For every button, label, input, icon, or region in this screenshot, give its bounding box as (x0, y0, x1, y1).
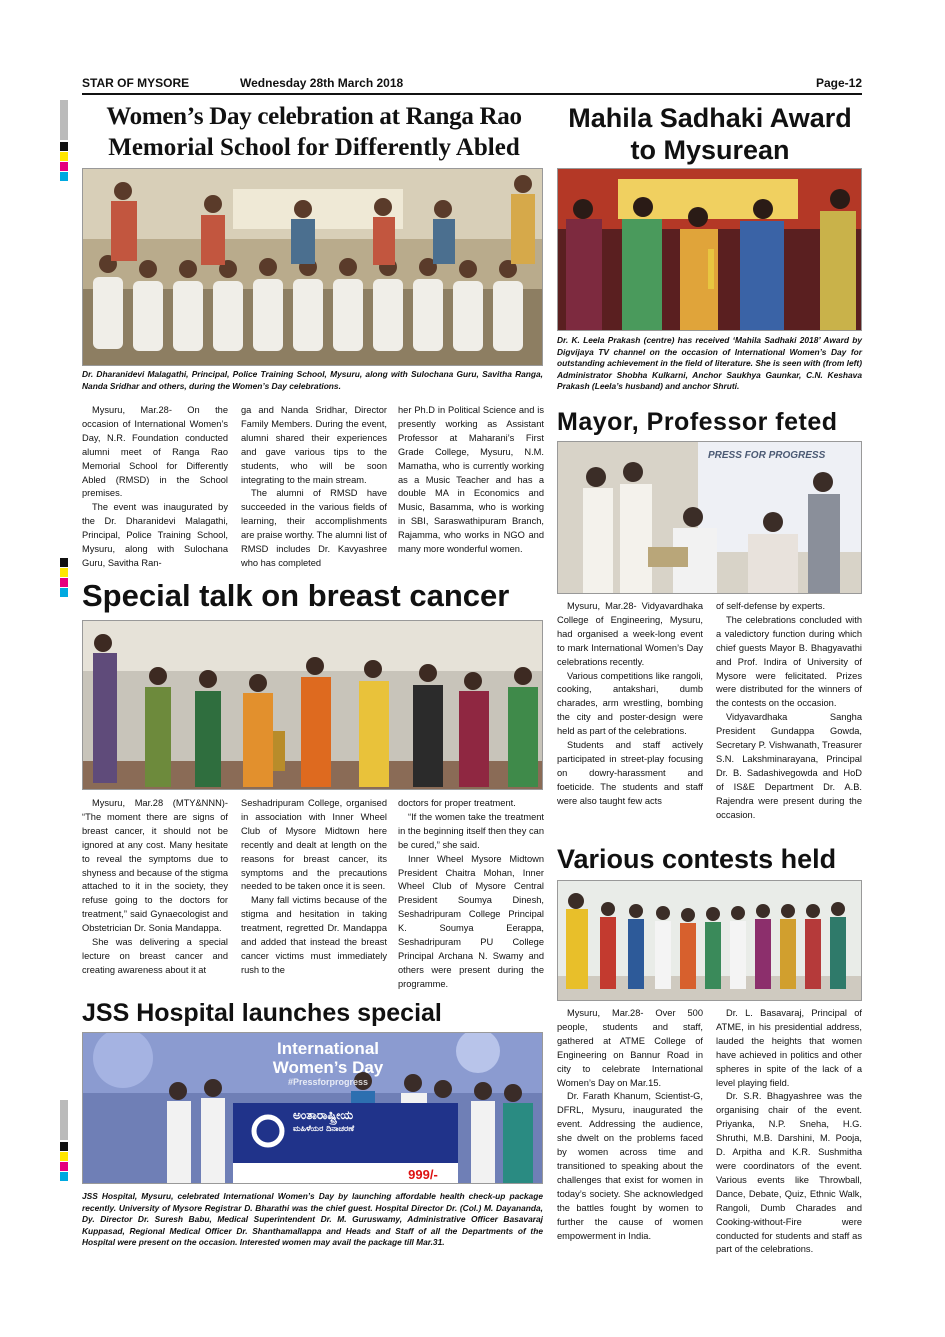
breast-cancer-col3 (398, 797, 544, 992)
breast-cancer-col2 (241, 797, 387, 978)
mayor-banner-text: PRESS FOR PROGRESS (708, 450, 826, 461)
womens-day-headline-line2: Memorial School for Differently Abled (108, 134, 520, 161)
jss-banner-line1: International (276, 1039, 379, 1058)
mahila-headline-line1: Mahila Sadhaki Award (568, 103, 852, 133)
header-rule (82, 93, 862, 95)
mayor-photo (557, 441, 862, 594)
issue-date: Wednesday 28th March 2018 (240, 76, 404, 90)
mayor-col1-para2: Various competitions like rangoli, cooking, antakshari, dumb charades, arm wrestling, bombing the city and poster-design were held as part of the celebrations. (557, 670, 703, 737)
breast-cancer-col3-para2: “If the women take the treatment in the beginning itself then they can be cured,” she said. (398, 811, 544, 850)
womens-day-col3 (398, 404, 544, 557)
registration-marks (60, 100, 70, 1280)
breast-cancer-col1-para1: Mysuru, Mar.28 (MTY&NNN)- “The moment there are signs of breast cancer, it should not be ignored at any cost. Many hesitate to reveal the symptoms due to shyness and because of the stigma attached to it in the society, they refuse going to the doctors for treatment,” said Gynaecologist and Obstetrician Dr. Sonia Mandappa. (82, 798, 228, 934)
jss-card-kannada-line1: ಅಂತಾರಾಷ್ಟ್ರೀಯ (293, 1108, 354, 1122)
contests-headline: Various contests held (557, 844, 837, 874)
jss-banner-tag: #Pressforprogress (287, 1077, 369, 1087)
mayor-col2-para1: of self-defense by experts. (716, 601, 826, 611)
breast-cancer-col2-para2: Many fall victims because of the stigma and hesitation in taking treatment, regretted Dr. Mandappa and added that instead the breast cancer victims must immediately rush to the (241, 895, 387, 975)
jss-card-text (293, 1107, 453, 1134)
mayor-col1 (557, 600, 703, 809)
contests-col1 (557, 1007, 703, 1243)
publication-name: STAR OF MYSORE (82, 76, 190, 90)
jss-card-kannada-line2: ಮಹಿಳೆಯರ ದಿನಾಚರಣೆ (293, 1124, 355, 1133)
breast-cancer-col1 (82, 797, 228, 978)
contests-col1-para1: Mysuru, Mar.28- Over 500 people, students and staff, gathered at ATME College of Engineering on Bannur Road in city to celebrate International Women’s Day on Mar.15. (557, 1008, 703, 1088)
mayor-col1-para1: Mysuru, Mar.28- Vidyavardhaka College of Engineering, Mysuru, had organised a week-long event to mark International Women’s Day celebrations recently. (557, 601, 703, 667)
contests-col2 (716, 1007, 862, 1257)
jss-headline: JSS Hospital launches special (82, 999, 442, 1027)
mahila-photo (557, 168, 862, 331)
mayor-col2-para3: Vidyavardhaka Sangha President Gundappa Gowda, Secretary P. Vishwanath, Treasurer S.N. Lakshminarayana, Principal Dr. B. Sadashivegowda and HoD of IS&E Department Dr. A.B. Rajendra were present during the occasion. (716, 712, 862, 820)
contests-col2-para2: Dr. S.R. Bhagyashree was the organising chair of the event. Priyanka, N.P. Sneha, H.G. Shruthi, M.B. Darshini, M. Pooja, D. Arpitha and K.R. Sushmitha were coordinators of the event. Various events like Throwball, Dance, Debate, Quiz, Ethnic Walk, Rangoli, Dumb Charades and Cooking-without-Fire were conducted for students and staff as part of the celebrations. (716, 1091, 862, 1255)
mayor-headline: Mayor, Professor feted (557, 408, 838, 436)
womens-day-headline-line1: Women’s Day celebration at Ranga Rao (106, 103, 522, 130)
jss-caption: JSS Hospital, Mysuru, celebrated International Women’s Day by launching affordable health check-up package recently. University of Mysore Registrar D. Bharathi was the chief guest. Hospital Director Dr. (Col.) M. Dayananda, Dy. Director Dr. Suresh Babu, Medical Superintendent Dr. M. Guruswamy, Administrative Officer Basavaraj Kuppasad, Regional Medical Officer Dr. Shanthamallappa and Heads and Staff of all the Departments of the Hospital were present on the occasion. Interested women may avail the package till Mar.31. (82, 1191, 543, 1248)
mayor-col2-para2: The celebrations concluded with a valedictory function during which chief guests Mayor B. Bhagyavathi and Prof. Indira of University of Mysore were felicitated. Prizes were distributed for the winners of the contests on the occasion. (716, 614, 862, 709)
mayor-col2 (716, 600, 862, 823)
womens-day-col1-para2: The event was inaugurated by the Dr. Dharanidevi Malagathi, Principal, Police Training School, Mysuru, along with Sulochana Guru, Savitha Ran- (82, 502, 228, 568)
breast-cancer-headline: Special talk on breast cancer (82, 578, 510, 613)
breast-cancer-photo (82, 620, 543, 790)
womens-day-col1 (82, 404, 228, 571)
jss-photo (82, 1032, 543, 1184)
womens-day-headline (80, 102, 548, 164)
womens-day-caption: Dr. Dharanidevi Malagathi, Principal, Police Training School, Mysuru, along with Sulochana Guru, Savitha Ranga, Nanda Sridhar and others, during the Women’s Day celebrations. (82, 369, 543, 391)
womens-day-col2-para2: The alumni of RMSD have succeeded in the various fields of learning, their accomplishments are praise worthy. The alumni list of RMSD includes Dr. Kavyashree who has completed (241, 488, 387, 568)
womens-day-col2 (241, 404, 387, 571)
breast-cancer-col3-para3: Inner Wheel Mysore Midtown President Chaitra Mohan, Inner Wheel Club of Mysore Central President Soumya Dinesh, Seshadripuram College Principal K. Soumya Eerappa, Seshadripuram PU College Principal Archana N. Swamy and others were present during the programme. (398, 853, 544, 989)
breast-cancer-col1-para2: She was delivering a special lecture on breast cancer and creating awareness about it at (82, 937, 228, 975)
mahila-headline (557, 102, 863, 166)
page-number: Page-12 (815, 76, 862, 90)
womens-day-photo (82, 168, 543, 366)
contests-col2-para1: Dr. L. Basavaraj, Principal of ATME, in his presidential address, lauded the heights that women have achieved in politics and other spheres in spite of the lack of a level playing field. (716, 1008, 862, 1088)
contests-photo (557, 880, 862, 1001)
mayor-col1-para3: Students and staff actively participated in street-play focusing on dowry-harassment and foeticide. The students and staff were also taught few acts (557, 740, 703, 806)
jss-banner-text (233, 1039, 423, 1088)
mahila-caption: Dr. K. Leela Prakash (centre) has received ‘Mahila Sadhaki 2018’ Award by Digvijaya TV channel on the occasion of International Women’s Day for outstanding achievement in the field of literature. She is seen with (from left) Administrator Shobha Kulkarni, Anchor Saukhya Gaunkar, C.N. Keshava Prakash (Leela’s husband) and anchor Shruti. (557, 335, 862, 392)
womens-day-col2-para1: ga and Nanda Sridhar, Director Family Members. During the event, alumni shared their experiences and gave various tips to the students, who will be soon integrating to the main stream. (241, 405, 387, 485)
mahila-headline-line2: to Mysurean (630, 135, 790, 165)
womens-day-col1-para1: Mysuru, Mar.28- On the occasion of International Women’s Day, N.R. Foundation conducted alumni meet of Ranga Rao Memorial School for Differently Abled (RMSD) in the School premises. (82, 405, 228, 499)
breast-cancer-col2-para1: Seshadripuram College, organised in association with Inner Wheel Club of Mysore Midtown here recently and dealt at length on the reasons for breast cancer, its symptoms and the precautions needed to be taken once it is seen. (241, 798, 387, 892)
jss-banner-line2: Women’s Day (272, 1058, 384, 1077)
contests-col1-para2: Dr. Farath Khanum, Scientist-G, DFRL, Mysuru, inaugurated the event. Addressing the audience, she dwelt on the problems faced by women across time and transitioned to speaking about the challenges that exist for women in today’s society. She acknowledged the battles fought by women to further the cause of women empowerment in India. (557, 1091, 703, 1241)
breast-cancer-col3-para1: doctors for proper treatment. (398, 798, 516, 808)
jss-card-price: 999/- (408, 1167, 438, 1182)
womens-day-col3-para1: her Ph.D in Political Science and is presently working as Assistant Professor at Maharani’s First Grade College, Mysuru, N.M. Mamatha, who is currently working as a Music Teacher and has a double MA in Economics and Music, Basamma, who is working in SBI, Saraswathipuram Branch, Rajamma, who works in NGO and many more wonderful women. (398, 405, 544, 555)
